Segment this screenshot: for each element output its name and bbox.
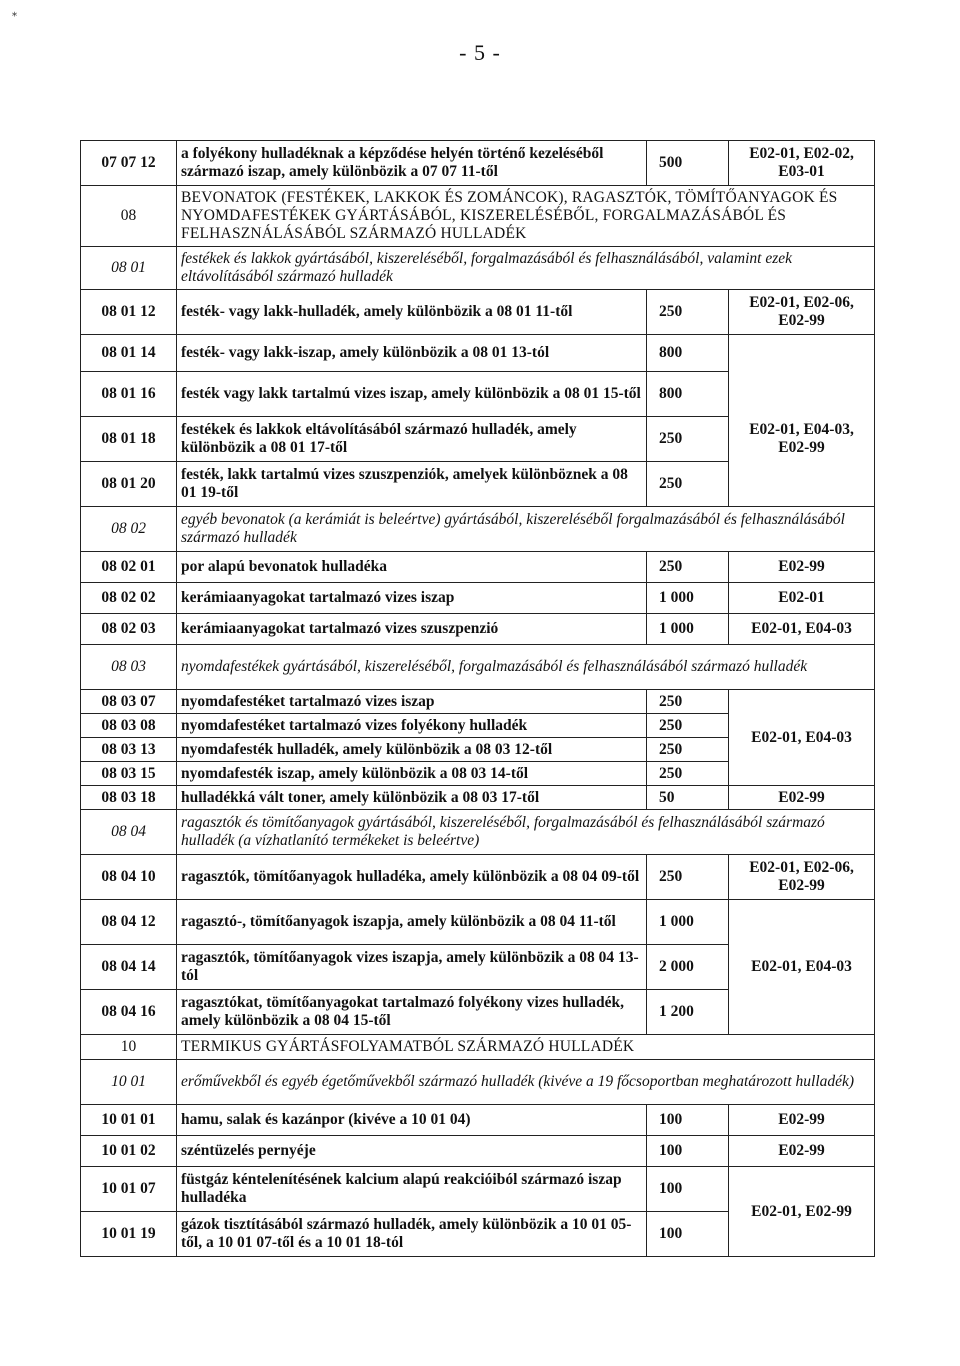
row-quantity: 250 (647, 762, 729, 786)
table-row (81, 855, 875, 900)
row-code: 08 03 07 (81, 690, 177, 714)
row-quantity: 250 (647, 462, 729, 507)
group-heading-row (81, 186, 875, 247)
row-code: 08 03 08 (81, 714, 177, 738)
page-number: - 5 - (459, 40, 501, 65)
table-row (81, 335, 875, 372)
table-row (81, 690, 875, 714)
row-quantity: 100 (647, 1105, 729, 1136)
row-quantity: 100 (647, 1212, 729, 1257)
group-code: 08 (81, 186, 177, 247)
row-quantity: 250 (647, 738, 729, 762)
subgroup-row (81, 810, 875, 855)
row-description: festékek és lakkok eltávolításából származó hulladék, amely különbözik a 08 01 17-től (177, 417, 647, 462)
row-description: kerámiaanyagokat tartalmazó vizes iszap (177, 583, 647, 614)
row-quantity: 1 000 (647, 583, 729, 614)
row-code: 08 01 18 (81, 417, 177, 462)
row-quantity: 500 (647, 141, 729, 186)
row-code: 08 01 20 (81, 462, 177, 507)
row-description: ragasztókat, tömítőanyagokat tartalmazó folyékony vizes hulladék, amely különbözik a 08 04 15-től (177, 990, 647, 1035)
row-description: festék vagy lakk tartalmú vizes iszap, amely különbözik a 08 01 15-től (177, 372, 647, 417)
row-operation: E02-01, E04-03 (729, 614, 875, 645)
subgroup-title: egyéb bevonatok (a kerámiát is beleértve) gyártásából, kiszereléséből forgalmazásából és felhasználásából származó hulladék (177, 507, 875, 552)
waste-code-table (80, 140, 875, 1257)
row-operation: E02-01, E04-03, E02-99 (729, 372, 875, 507)
row-quantity: 1 000 (647, 614, 729, 645)
row-code: 10 01 01 (81, 1105, 177, 1136)
subgroup-title: festékek és lakkok gyártásából, kiszereléséből, forgalmazásából és felhasználásából, valamint ezek eltávolításából származó hulladék (177, 247, 875, 290)
row-code: 07 07 12 (81, 141, 177, 186)
row-description: nyomdafesték hulladék, amely különbözik a 08 03 12-től (177, 738, 647, 762)
row-operation: E02-01, E02-06, E02-99 (729, 290, 875, 335)
group-title: TERMIKUS GYÁRTÁSFOLYAMATBÓL SZÁRMAZÓ HULLADÉK (177, 1035, 875, 1060)
row-code: 08 02 01 (81, 552, 177, 583)
group-code: 10 (81, 1035, 177, 1060)
row-quantity: 800 (647, 335, 729, 372)
corner-mark: ⁎ (12, 8, 17, 19)
subgroup-title: ragasztók és tömítőanyagok gyártásából, kiszereléséből, forgalmazásából és felhasználásából származó hulladék (a vízhatlanító termékeket is beleértve) (177, 810, 875, 855)
row-code: 10 01 19 (81, 1212, 177, 1257)
row-quantity: 250 (647, 417, 729, 462)
row-description: nyomdafestéket tartalmazó vizes iszap (177, 690, 647, 714)
row-code: 08 03 18 (81, 786, 177, 810)
table-row (81, 786, 875, 810)
row-description: festék- vagy lakk-hulladék, amely különbözik a 08 01 11-től (177, 290, 647, 335)
row-description: hulladékká vált toner, amely különbözik a 08 03 17-től (177, 786, 647, 810)
row-description: nyomdafestéket tartalmazó vizes folyékony hulladék (177, 714, 647, 738)
row-operation: E02-99 (729, 552, 875, 583)
row-operation: E02-01, E04-03 (729, 900, 875, 1035)
table-row (81, 614, 875, 645)
subgroup-row (81, 247, 875, 290)
row-quantity: 2 000 (647, 945, 729, 990)
row-code: 08 01 14 (81, 335, 177, 372)
subgroup-title: nyomdafestékek gyártásából, kiszereléséből, forgalmazásából és felhasználásából származó hulladék (177, 645, 875, 690)
row-description: ragasztók, tömítőanyagok vizes iszapja, amely különbözik a 08 04 13-tól (177, 945, 647, 990)
table-row (81, 1105, 875, 1136)
table-row (81, 552, 875, 583)
row-operation: E02-01, E04-03 (729, 690, 875, 786)
subgroup-code: 10 01 (81, 1060, 177, 1105)
table-row (81, 141, 875, 186)
row-description: kerámiaanyagokat tartalmazó vizes szuszpenzió (177, 614, 647, 645)
subgroup-code: 08 04 (81, 810, 177, 855)
row-code: 08 03 15 (81, 762, 177, 786)
row-code: 08 01 12 (81, 290, 177, 335)
row-quantity: 250 (647, 552, 729, 583)
row-description: ragasztó-, tömítőanyagok iszapja, amely különbözik a 08 04 11-től (177, 900, 647, 945)
row-code: 08 02 02 (81, 583, 177, 614)
table-row (81, 900, 875, 945)
subgroup-row (81, 507, 875, 552)
row-operation: E02-01, E02-99 (729, 1167, 875, 1257)
subgroup-row (81, 1060, 875, 1105)
table-row (81, 583, 875, 614)
row-operation: E02-01, E02-02, E03-01 (729, 141, 875, 186)
table-row (81, 372, 875, 417)
row-description: hamu, salak és kazánpor (kivéve a 10 01 04) (177, 1105, 647, 1136)
table-row (81, 290, 875, 335)
subgroup-code: 08 03 (81, 645, 177, 690)
row-code: 08 03 13 (81, 738, 177, 762)
subgroup-code: 08 01 (81, 247, 177, 290)
row-description: nyomdafesték iszap, amely különbözik a 08 03 14-től (177, 762, 647, 786)
row-operation: E02-99 (729, 1105, 875, 1136)
group-title: BEVONATOK (FESTÉKEK, LAKKOK ÉS ZOMÁNCOK), RAGASZTÓK, TÖMÍTŐANYAGOK ÉS NYOMDAFESTÉKEK GYÁRTÁSÁBÓL, KISZERELÉSÉBŐL, FORGALMAZÁSÁBÓL ÉS FELHASZNÁLÁSÁBÓL SZÁRMAZÓ HULLADÉK (177, 186, 875, 247)
row-code: 08 04 12 (81, 900, 177, 945)
row-code: 08 02 03 (81, 614, 177, 645)
row-description: füstgáz kéntelenítésének kalcium alapú reakcióiból származó iszap hulladéka (177, 1167, 647, 1212)
group-heading-row (81, 1035, 875, 1060)
row-quantity: 250 (647, 290, 729, 335)
row-quantity: 800 (647, 372, 729, 417)
table-row (81, 1136, 875, 1167)
row-description: ragasztók, tömítőanyagok hulladéka, amely különbözik a 08 04 09-től (177, 855, 647, 900)
row-operation (729, 335, 875, 372)
row-operation: E02-99 (729, 786, 875, 810)
row-operation: E02-99 (729, 1136, 875, 1167)
row-code: 08 04 10 (81, 855, 177, 900)
row-code: 10 01 02 (81, 1136, 177, 1167)
row-quantity: 100 (647, 1136, 729, 1167)
row-operation: E02-01, E02-06, E02-99 (729, 855, 875, 900)
table-row (81, 1167, 875, 1212)
row-quantity: 250 (647, 690, 729, 714)
row-description: festék, lakk tartalmú vizes szuszpenziók, amelyek különböznek a 08 01 19-től (177, 462, 647, 507)
row-code: 10 01 07 (81, 1167, 177, 1212)
row-description: festék- vagy lakk-iszap, amely különbözik a 08 01 13-tól (177, 335, 647, 372)
row-quantity: 50 (647, 786, 729, 810)
row-code: 08 04 16 (81, 990, 177, 1035)
row-description: por alapú bevonatok hulladéka (177, 552, 647, 583)
row-quantity: 1 000 (647, 900, 729, 945)
row-quantity: 250 (647, 714, 729, 738)
subgroup-row (81, 645, 875, 690)
row-description: a folyékony hulladéknak a képződése helyén történő kezeléséből származó iszap, amely különbözik a 07 07 11-től (177, 141, 647, 186)
row-operation: E02-01 (729, 583, 875, 614)
subgroup-code: 08 02 (81, 507, 177, 552)
subgroup-title: erőművekből és egyéb égetőművekből származó hulladék (kivéve a 19 főcsoportban meghatározott hulladék) (177, 1060, 875, 1105)
row-description: széntüzelés pernyéje (177, 1136, 647, 1167)
row-code: 08 01 16 (81, 372, 177, 417)
row-quantity: 250 (647, 855, 729, 900)
row-description: gázok tisztításából származó hulladék, amely különbözik a 10 01 05-től, a 10 01 07-től és a 10 01 18-tól (177, 1212, 647, 1257)
row-quantity: 100 (647, 1167, 729, 1212)
row-code: 08 04 14 (81, 945, 177, 990)
row-quantity: 1 200 (647, 990, 729, 1035)
